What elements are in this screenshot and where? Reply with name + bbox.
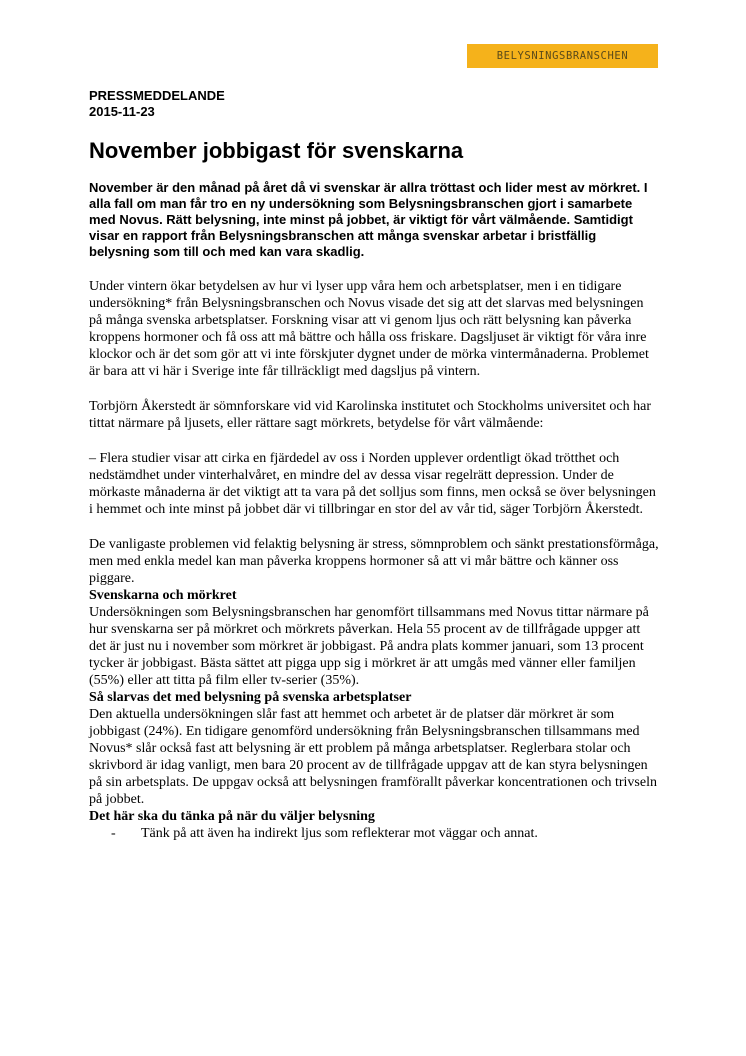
bullet-mark: - [111,826,116,841]
lead-paragraph: November är den månad på året då vi svenskar är allra tröttast och lider mest av mörkret. I alla fall om man får tro en ny undersökning som Belysningsbranschen gjort i samarbete med Novus. Rätt belysning, inte minst på jobbet, är viktigt för vårt välmående. Samtidigt visar en rapport från Belysningsbranschen att många svenskar arbetar i bristfällig belysning som till och med kan vara skadlig. [89,180,648,259]
section-heading: Svenskarna och mörkret [89,588,237,603]
section-text: Den aktuella undersökningen slår fast att hemmet och arbetet är de platser där mörkret är som jobbigast (24%). En tidigare genomförd undersökning från Belysningsbranschen tillsammans med Novus* slår också fast att belysning är ett problem på många arbetsplatser. Reglerbara stolar och skrivbord är idag vanligt, men bara 20 procent av de tillfrågade uppgav att de kan styra belysningen på sin arbetsplats. De uppgav också att belysningen framförallt påverkar koncentrationen och trivseln på jobbet. [89,707,657,807]
section-heading: Så slarvas det med belysning på svenska arbetsplatser [89,690,412,705]
body-paragraph: Under vintern ökar betydelsen av hur vi lyser upp våra hem och arbetsplatser, men i en tidigare undersökning* från Belysningsbranschen och Novus visade det sig att det slarvas med belysningen på många svenska arbetsplatser. Forskning visar att vi genom ljus och rätt belysning kan påverka kroppens hormoner och få oss att må bättre och hålla oss friskare. Dagsljuset är viktigt för våra inre klockor och är det som gör att vi inte förskjuter dygnet under de mörka vintermånaderna. Problemet är bara att vi här i Sverige inte får tillräckligt med dagsljus på vintern. [89,279,649,379]
quote-paragraph: – Flera studier visar att cirka en fjärdedel av oss i Norden upplever ordentligt ökad trötthet och nedstämdhet under vinterhalvåret, en mindre del av dessa visar regelrätt depression. Under de mörkaste månaderna är det viktigt att ta vara på det solljus som finns, men också se över belysningen i hemmet och inte minst på jobbet där vi tillbringar en stor del av vår tid, säger Torbjörn Åkerstedt. [89,451,656,517]
body-paragraph: De vanligaste problemen vid felaktig belysning är stress, sömnproblem och sänkt prestationsförmåga, men med enkla medel kan man påverka kroppens hormoner så att vi mår bättre och känner oss piggare. [89,537,659,586]
section-heading: Det här ska du tänka på när du väljer belysning [89,809,375,824]
body-paragraph: Torbjörn Åkerstedt är sömnforskare vid vid Karolinska institutet och Stockholms universitet och har tittat närmare på ljusets, eller rättare sagt mörkrets, betydelse för vårt välmående: [89,399,652,431]
list-item-text: Tänk på att även ha indirekt ljus som reflekterar mot väggar och annat. [141,826,538,841]
page-title: November jobbigast för svenskarna [89,138,464,163]
press-release [89,88,659,842]
section-text: Undersökningen som Belysningsbranschen har genomfört tillsammans med Novus tittar närmare på hur svenskarna ser på mörkret och mörkrets påverkan. Hela 55 procent av de tillfrågade uppger att det är just nu i november som mörkret är jobbigast. På andra plats kommer januari, som 13 procent tycker är jobbigast. Bästa sättet att pigga upp sig i mörkret är att umgås med vänner eller familjen (55%) eller att titta på film eller tv-serier (35%). [89,605,649,688]
release-date: 2015-11-23 [89,104,155,119]
brand-badge: BELYSNINGSBRANSCHEN [467,44,658,68]
list-item [89,825,659,842]
document-type: PRESSMEDDELANDE [89,88,225,103]
